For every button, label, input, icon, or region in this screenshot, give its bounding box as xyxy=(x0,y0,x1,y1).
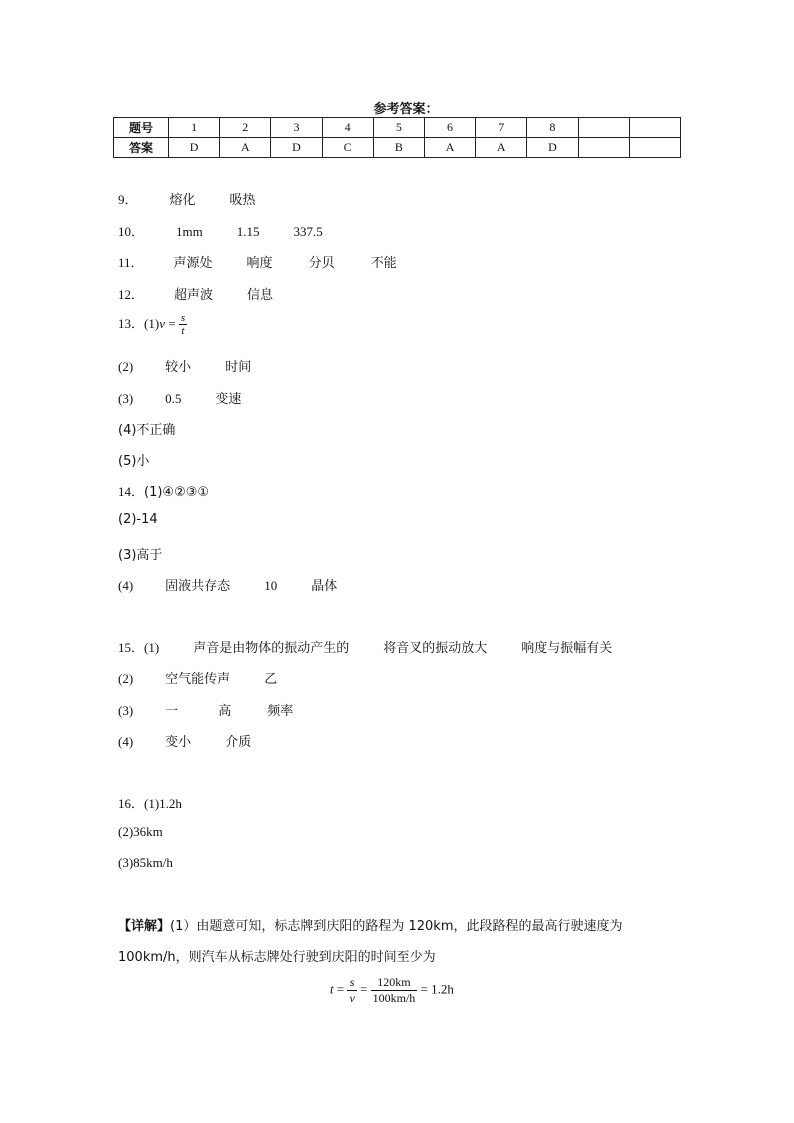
answer-line-q13-2 xyxy=(118,356,251,375)
question-number-cell: 5 xyxy=(373,118,424,138)
answer-text: 声音是由物体的振动产生的 xyxy=(193,641,350,656)
formula-fraction-values xyxy=(371,975,418,1006)
fraction-numerator: s xyxy=(180,312,186,324)
answer-line-q15-1 xyxy=(118,637,612,656)
answer-text: 频率 xyxy=(267,704,294,719)
page-title: 参考答案： xyxy=(373,102,439,117)
formula-result: = 1.2h xyxy=(417,981,454,997)
answer-text: 变小 xyxy=(165,735,192,750)
answer-text: 分贝 xyxy=(308,256,335,271)
answer-text: 声源处 xyxy=(173,256,213,271)
question-number-cell xyxy=(629,118,680,138)
answer-cell: A xyxy=(220,138,271,158)
answer-line-q16-2: (2)36km xyxy=(118,824,163,839)
answer-text: 变速 xyxy=(215,392,242,407)
formula-fraction-sv xyxy=(347,975,356,1006)
question-number-cell: 4 xyxy=(322,118,373,138)
answer-line-q16-1 xyxy=(118,793,182,812)
question-number: 15． xyxy=(118,640,145,655)
answer-text: 响度 xyxy=(246,256,273,271)
answer-text: 乙 xyxy=(264,672,278,687)
answer-text: 10 xyxy=(264,578,278,593)
part-label: (4) xyxy=(118,734,134,749)
part-label: (3) xyxy=(118,703,134,718)
answer-cell: D xyxy=(169,138,220,158)
question-number-cell: 7 xyxy=(476,118,527,138)
answer-text: 0.5 xyxy=(165,391,182,406)
question-number: 13． xyxy=(118,316,145,331)
answer-text: 不能 xyxy=(370,256,397,271)
answer-text: 高 xyxy=(218,704,232,719)
answer-line-q15-2 xyxy=(118,668,277,687)
part-label: (1) xyxy=(144,640,160,655)
question-number-cell: 6 xyxy=(424,118,475,138)
part-label: (1) xyxy=(144,316,160,331)
time-formula xyxy=(330,975,454,1006)
row-header-answer: 答案 xyxy=(114,138,169,158)
detail-text: (1）由题意可知，标志牌到庆阳的路程为 120km，此段路程的最高行驶速度为 xyxy=(170,919,623,934)
detail-line-2: 100km/h，则汽车从标志牌处行驶到庆阳的时间至少为 xyxy=(118,950,436,965)
answer-line-q15-4 xyxy=(118,731,251,750)
question-number: 16． xyxy=(118,796,145,811)
table-row-numbers xyxy=(114,118,681,138)
answer-text: 晶体 xyxy=(311,579,338,594)
question-number: 14． xyxy=(118,484,145,499)
part-label: (2) xyxy=(118,671,134,686)
answer-text: 熔化 xyxy=(169,193,196,208)
formula-lhs: t xyxy=(330,981,334,997)
question-number-cell xyxy=(578,118,629,138)
question-number: 9． xyxy=(118,192,138,207)
question-number-cell: 8 xyxy=(527,118,578,138)
question-number: 10． xyxy=(118,224,145,239)
answer-line-q14-3: (3)高于 xyxy=(118,548,163,563)
answer-text: 吸热 xyxy=(229,193,256,208)
answer-text: 一 xyxy=(165,704,179,719)
answer-text: 响度与振幅有关 xyxy=(521,641,613,656)
answer-line-q16-3: (3)85km/h xyxy=(118,855,173,870)
row-header-number: 题号 xyxy=(114,118,169,138)
answer-text: 337.5 xyxy=(293,224,323,239)
answer-cell: A xyxy=(424,138,475,158)
fraction-denominator: 100km/h xyxy=(372,991,416,1005)
formula-equals: = xyxy=(356,981,371,997)
answer-line-q13-5: (5)小 xyxy=(118,454,150,469)
answer-text: (1)④②③① xyxy=(144,485,210,500)
answer-line-q13-1 xyxy=(118,312,187,337)
question-number-cell: 1 xyxy=(169,118,220,138)
answer-text: 1.15 xyxy=(236,224,260,239)
detail-tag: 【详解】 xyxy=(118,919,171,934)
answer-cell: D xyxy=(527,138,578,158)
part-label: (3) xyxy=(118,391,134,406)
question-number-cell: 3 xyxy=(271,118,322,138)
answer-line-q15-3 xyxy=(118,700,293,719)
formula-equals: = xyxy=(333,981,348,997)
answer-line-q14-2: (2)-14 xyxy=(118,512,158,527)
formula-fraction xyxy=(179,312,187,337)
answer-text: 超声波 xyxy=(174,288,214,303)
answer-cell xyxy=(629,138,680,158)
question-number: 12． xyxy=(118,287,145,302)
formula-variable: v xyxy=(159,316,165,331)
answer-cell: A xyxy=(476,138,527,158)
fraction-denominator: v xyxy=(349,991,355,1005)
answer-text: 空气能传声 xyxy=(165,672,231,687)
answer-text: 信息 xyxy=(247,288,274,303)
answer-text: 介质 xyxy=(225,735,252,750)
answer-line-q11 xyxy=(118,252,397,271)
question-number: 11． xyxy=(118,255,144,270)
fraction-numerator: s xyxy=(347,975,356,991)
answer-line-q12 xyxy=(118,284,273,303)
part-label: (2) xyxy=(118,359,134,374)
answer-line-q10 xyxy=(118,221,323,240)
answer-cell: B xyxy=(373,138,424,158)
table-row-answers xyxy=(114,138,681,158)
answer-text: 较小 xyxy=(165,360,192,375)
formula-equals: = xyxy=(164,316,179,331)
part-label: (4) xyxy=(118,578,134,593)
answer-cell: C xyxy=(322,138,373,158)
answer-line-q13-4: (4)不正确 xyxy=(118,423,176,438)
fraction-numerator: 120km xyxy=(371,975,418,991)
detail-paragraph xyxy=(118,911,678,973)
answer-line-q14-4 xyxy=(118,575,337,594)
answer-line-q13-3 xyxy=(118,388,241,407)
answer-text: 时间 xyxy=(225,360,252,375)
question-number-cell: 2 xyxy=(220,118,271,138)
answer-line-q14-1 xyxy=(118,481,209,500)
answer-text: (1)1.2h xyxy=(144,796,182,811)
answer-cell: D xyxy=(271,138,322,158)
answer-text: 固液共存态 xyxy=(165,579,231,594)
answer-cell xyxy=(578,138,629,158)
answer-text: 1mm xyxy=(176,224,203,239)
answer-text: 将音叉的振动放大 xyxy=(383,641,488,656)
answer-line-q9 xyxy=(118,189,256,208)
fraction-denominator: t xyxy=(181,325,185,337)
answer-table xyxy=(113,117,681,158)
detail-line-1 xyxy=(118,911,678,942)
